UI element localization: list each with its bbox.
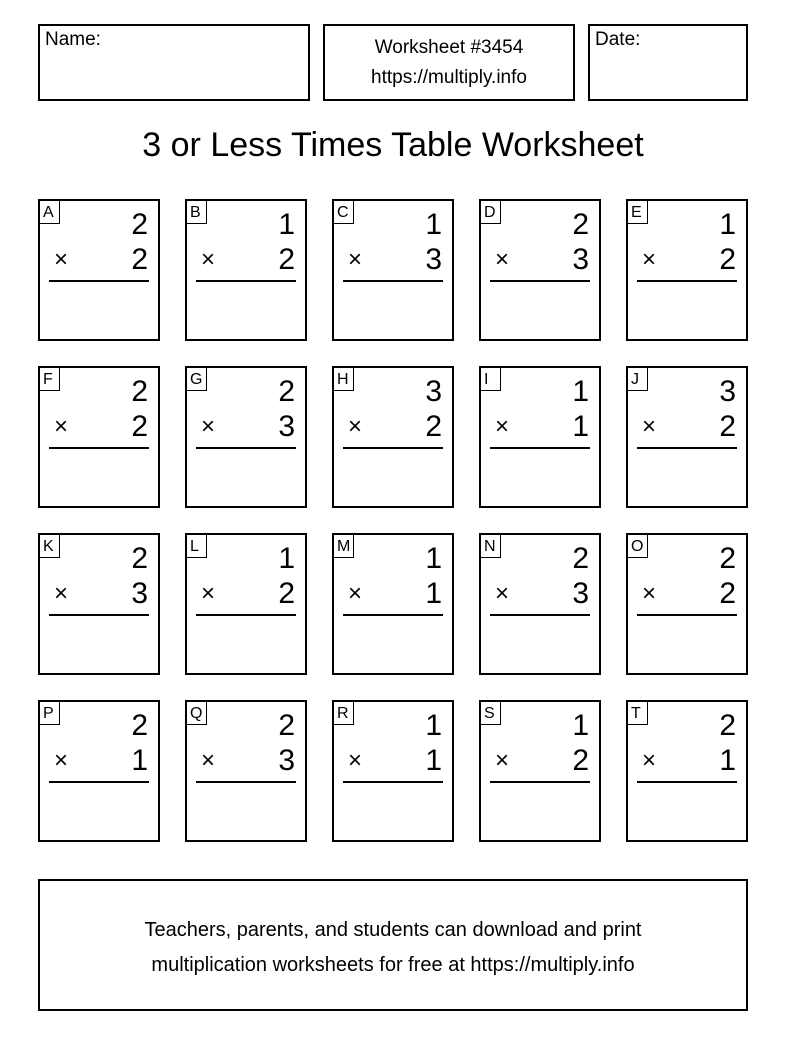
answer-line xyxy=(637,447,737,449)
problem-top-number: 2 xyxy=(572,208,589,241)
problem-card xyxy=(479,199,601,341)
answer-line xyxy=(196,280,296,282)
problem-bottom-number: 3 xyxy=(572,243,589,276)
problem-top-number: 1 xyxy=(719,208,736,241)
problem-bottom-number: 3 xyxy=(278,410,295,443)
problem-letter: E xyxy=(628,201,648,224)
problem-letter: K xyxy=(40,535,60,558)
multiply-sign: × xyxy=(495,413,510,440)
problem-card xyxy=(38,700,160,842)
problem-letter: D xyxy=(481,201,501,224)
problem-top-number: 1 xyxy=(278,542,295,575)
answer-space[interactable] xyxy=(49,452,149,500)
problem-top-number: 2 xyxy=(278,709,295,742)
answer-line xyxy=(343,280,443,282)
answer-space[interactable] xyxy=(49,786,149,834)
problem-letter: N xyxy=(481,535,501,558)
problem-card xyxy=(38,366,160,508)
answer-space[interactable] xyxy=(343,619,443,667)
answer-line xyxy=(49,614,149,616)
answer-space[interactable] xyxy=(637,452,737,500)
problem-letter: O xyxy=(628,535,648,558)
multiply-sign: × xyxy=(495,246,510,273)
footer-line-2: multiplication worksheets for free at https://multiply.info xyxy=(151,954,635,976)
problem-letter: C xyxy=(334,201,354,224)
problem-card xyxy=(479,366,601,508)
problem-top-number: 1 xyxy=(278,208,295,241)
problem-bottom-number: 3 xyxy=(425,243,442,276)
multiply-sign: × xyxy=(642,747,657,774)
problem-bottom-number: 2 xyxy=(131,243,148,276)
problem-bottom-number: 2 xyxy=(719,243,736,276)
answer-space[interactable] xyxy=(343,786,443,834)
worksheet-info-box xyxy=(323,24,575,101)
answer-line xyxy=(343,447,443,449)
problem-card xyxy=(626,700,748,842)
problem-bottom-number: 2 xyxy=(719,577,736,610)
problem-letter: F xyxy=(40,368,60,391)
problem-letter: B xyxy=(187,201,207,224)
problem-card xyxy=(38,199,160,341)
problem-bottom-number: 3 xyxy=(278,744,295,777)
answer-line xyxy=(490,781,590,783)
answer-space[interactable] xyxy=(196,786,296,834)
problem-letter: P xyxy=(40,702,60,725)
problem-letter: S xyxy=(481,702,501,725)
worksheet-url: https://multiply.info xyxy=(371,67,527,88)
answer-line xyxy=(490,280,590,282)
multiply-sign: × xyxy=(201,580,216,607)
problem-top-number: 2 xyxy=(278,375,295,408)
problem-card xyxy=(38,533,160,675)
problem-top-number: 2 xyxy=(131,208,148,241)
multiply-sign: × xyxy=(348,580,363,607)
problem-letter: R xyxy=(334,702,354,725)
answer-line xyxy=(490,447,590,449)
problem-top-number: 1 xyxy=(572,709,589,742)
multiply-sign: × xyxy=(201,747,216,774)
problem-card xyxy=(479,533,601,675)
problem-letter: L xyxy=(187,535,207,558)
answer-space[interactable] xyxy=(637,619,737,667)
problem-top-number: 3 xyxy=(719,375,736,408)
multiply-sign: × xyxy=(348,413,363,440)
problem-letter: M xyxy=(334,535,354,558)
problem-letter: J xyxy=(628,368,648,391)
problem-card xyxy=(332,533,454,675)
answer-space[interactable] xyxy=(196,619,296,667)
multiply-sign: × xyxy=(642,246,657,273)
problem-top-number: 1 xyxy=(425,542,442,575)
multiply-sign: × xyxy=(54,413,69,440)
problem-top-number: 1 xyxy=(425,709,442,742)
multiply-sign: × xyxy=(348,246,363,273)
answer-line xyxy=(343,614,443,616)
problem-bottom-number: 3 xyxy=(131,577,148,610)
answer-space[interactable] xyxy=(343,285,443,333)
answer-space[interactable] xyxy=(490,619,590,667)
problem-letter: T xyxy=(628,702,648,725)
answer-line xyxy=(637,614,737,616)
answer-space[interactable] xyxy=(490,452,590,500)
problem-bottom-number: 2 xyxy=(719,410,736,443)
page-title: 3 or Less Times Table Worksheet xyxy=(142,126,644,164)
answer-line xyxy=(49,781,149,783)
answer-line xyxy=(196,447,296,449)
name-field[interactable] xyxy=(38,24,310,101)
multiply-sign: × xyxy=(348,747,363,774)
problem-top-number: 2 xyxy=(131,375,148,408)
problem-bottom-number: 2 xyxy=(278,243,295,276)
problem-top-number: 3 xyxy=(425,375,442,408)
problem-top-number: 1 xyxy=(572,375,589,408)
answer-space[interactable] xyxy=(196,285,296,333)
problem-letter: Q xyxy=(187,702,207,725)
answer-space[interactable] xyxy=(490,786,590,834)
answer-space[interactable] xyxy=(196,452,296,500)
problem-bottom-number: 2 xyxy=(425,410,442,443)
problem-bottom-number: 2 xyxy=(572,744,589,777)
problem-grid xyxy=(38,199,748,841)
answer-space[interactable] xyxy=(49,619,149,667)
multiply-sign: × xyxy=(642,413,657,440)
answer-space[interactable] xyxy=(49,285,149,333)
multiply-sign: × xyxy=(201,413,216,440)
problem-top-number: 2 xyxy=(131,709,148,742)
answer-space[interactable] xyxy=(343,452,443,500)
problem-letter: I xyxy=(481,368,501,391)
answer-line xyxy=(196,614,296,616)
answer-line xyxy=(343,781,443,783)
multiply-sign: × xyxy=(54,747,69,774)
answer-line xyxy=(637,280,737,282)
multiply-sign: × xyxy=(495,580,510,607)
multiply-sign: × xyxy=(201,246,216,273)
answer-line xyxy=(637,781,737,783)
problem-letter: A xyxy=(40,201,60,224)
multiply-sign: × xyxy=(642,580,657,607)
problem-bottom-number: 1 xyxy=(131,744,148,777)
multiply-sign: × xyxy=(495,747,510,774)
multiply-sign: × xyxy=(54,580,69,607)
problem-top-number: 2 xyxy=(719,709,736,742)
problem-card xyxy=(332,199,454,341)
problem-bottom-number: 1 xyxy=(572,410,589,443)
footer-note xyxy=(38,879,748,1011)
problem-bottom-number: 3 xyxy=(572,577,589,610)
problem-card xyxy=(185,533,307,675)
worksheet-number: Worksheet #3454 xyxy=(374,37,524,58)
problem-card xyxy=(626,533,748,675)
problem-card xyxy=(626,366,748,508)
answer-space[interactable] xyxy=(637,285,737,333)
answer-space[interactable] xyxy=(637,786,737,834)
problem-card xyxy=(185,366,307,508)
multiply-sign: × xyxy=(54,246,69,273)
problem-bottom-number: 1 xyxy=(425,744,442,777)
problem-top-number: 2 xyxy=(131,542,148,575)
problem-card xyxy=(185,700,307,842)
problem-bottom-number: 1 xyxy=(719,744,736,777)
problem-letter: H xyxy=(334,368,354,391)
answer-line xyxy=(49,280,149,282)
problem-top-number: 1 xyxy=(425,208,442,241)
date-label: Date: xyxy=(595,29,641,50)
problem-letter: G xyxy=(187,368,207,391)
date-field[interactable] xyxy=(588,24,748,101)
problem-card xyxy=(626,199,748,341)
problem-top-number: 2 xyxy=(572,542,589,575)
problem-card xyxy=(332,366,454,508)
problem-card xyxy=(479,700,601,842)
answer-line xyxy=(490,614,590,616)
footer-line-1: Teachers, parents, and students can download and print xyxy=(144,919,642,941)
name-label: Name: xyxy=(45,29,101,50)
answer-space[interactable] xyxy=(490,285,590,333)
problem-card xyxy=(185,199,307,341)
problem-bottom-number: 2 xyxy=(278,577,295,610)
answer-line xyxy=(196,781,296,783)
problem-bottom-number: 2 xyxy=(131,410,148,443)
problem-bottom-number: 1 xyxy=(425,577,442,610)
problem-card xyxy=(332,700,454,842)
answer-line xyxy=(49,447,149,449)
problem-top-number: 2 xyxy=(719,542,736,575)
